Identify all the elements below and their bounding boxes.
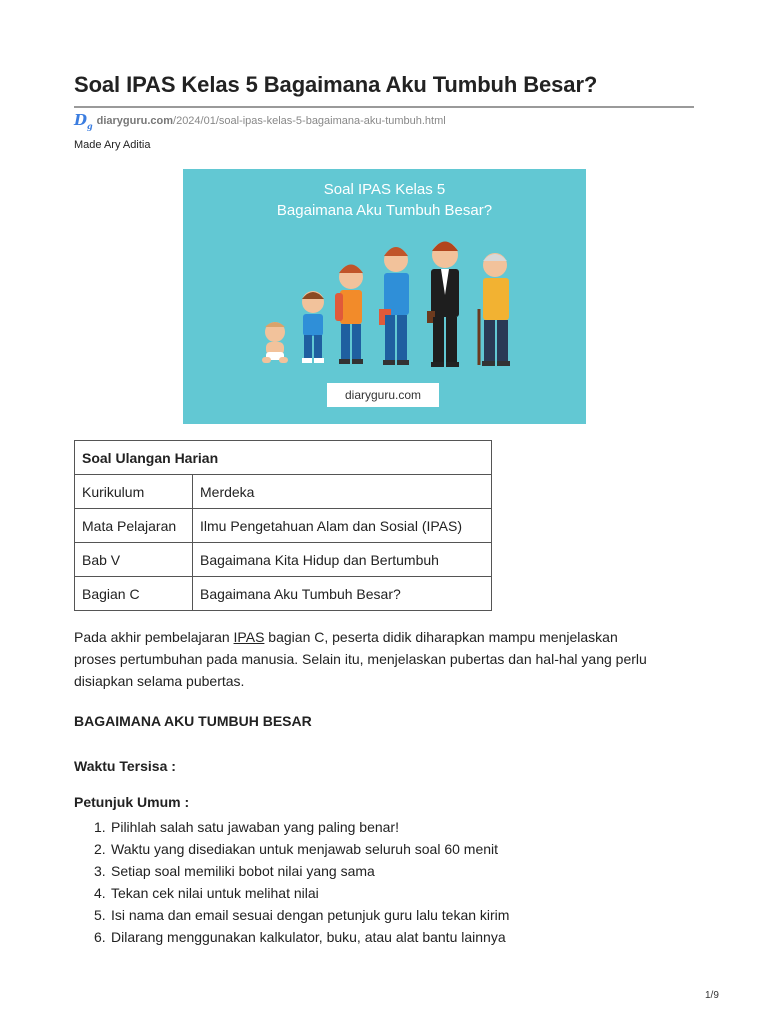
instructions-list <box>94 816 509 948</box>
site-logo-icon: $D_g$ <box>74 110 93 131</box>
hero-title-line-2: Bagaimana Aku Tumbuh Besar? <box>276 202 493 219</box>
table-row <box>75 475 492 509</box>
table-value: Merdeka <box>193 475 492 509</box>
list-item: 1. Pilihlah salah satu jawaban yang paling benar! <box>94 819 399 835</box>
table-key: Kurikulum <box>75 475 193 509</box>
hero-image <box>183 169 586 424</box>
table-key: Mata Pelajaran <box>75 509 193 543</box>
table-row <box>75 543 492 577</box>
teen-figure <box>379 247 409 365</box>
table-row <box>75 577 492 611</box>
table-row <box>75 509 492 543</box>
source-line <box>74 112 446 130</box>
list-item: 6. Dilarang menggunakan kalkulator, buku, atau alat bantu lainnya <box>94 929 506 945</box>
list-item: 5. Isi nama dan email sesuai dengan petunjuk guru lalu tekan kirim <box>94 907 510 923</box>
section-title: BAGAIMANA AKU TUMBUH BESAR <box>74 713 312 729</box>
table-heading: Soal Ulangan Harian <box>75 441 492 475</box>
table-row <box>75 441 492 475</box>
instructions-label: Petunjuk Umum : <box>74 794 190 810</box>
author-name: Made Ary Aditia <box>74 139 151 151</box>
info-table <box>74 440 492 611</box>
page-number: 1/9 <box>705 990 719 1001</box>
time-remaining-label: Waktu Tersisa : <box>74 758 176 774</box>
list-item: 4. Tekan cek nilai untuk melihat nilai <box>94 885 319 901</box>
table-value: Ilmu Pengetahuan Alam dan Sosial (IPAS) <box>193 509 492 543</box>
list-item: 3. Setiap soal memiliki bobot nilai yang sama <box>94 863 375 879</box>
hero-brand-label: diaryguru.com <box>327 383 439 407</box>
intro-paragraph: Pada akhir pembelajaran IPAS bagian C, peserta didik diharapkan mampu menjelaskan proses pertumbuhan pada manusia. Selain itu, menjelaskan pubertas dan hal-hal yang perlu disiapkan selama pubertas. <box>74 629 647 689</box>
toddler-figure <box>302 291 324 363</box>
table-value: Bagaimana Kita Hidup dan Bertumbuh <box>193 543 492 577</box>
child-figure <box>335 265 363 365</box>
source-domain-link[interactable]: diaryguru.com <box>96 115 174 127</box>
table-key: Bagian C <box>75 577 193 611</box>
hero-title-line-1: Soal IPAS Kelas 5 <box>323 181 446 198</box>
elder-figure <box>479 253 510 366</box>
ipas-link[interactable]: IPAS <box>233 629 265 645</box>
source-path: /2024/01/soal-ipas-kelas-5-bagaimana-aku-tumbuh.html <box>173 115 446 127</box>
adult-figure <box>427 242 459 368</box>
table-key: Bab V <box>75 543 193 577</box>
table-value: Bagaimana Aku Tumbuh Besar? <box>193 577 492 611</box>
list-item: 2. Waktu yang disediakan untuk menjawab seluruh soal 60 menit <box>94 841 499 857</box>
page-title: Soal IPAS Kelas 5 Bagaimana Aku Tumbuh Besar? <box>74 72 598 97</box>
title-divider <box>74 106 694 108</box>
baby-figure <box>262 322 288 363</box>
